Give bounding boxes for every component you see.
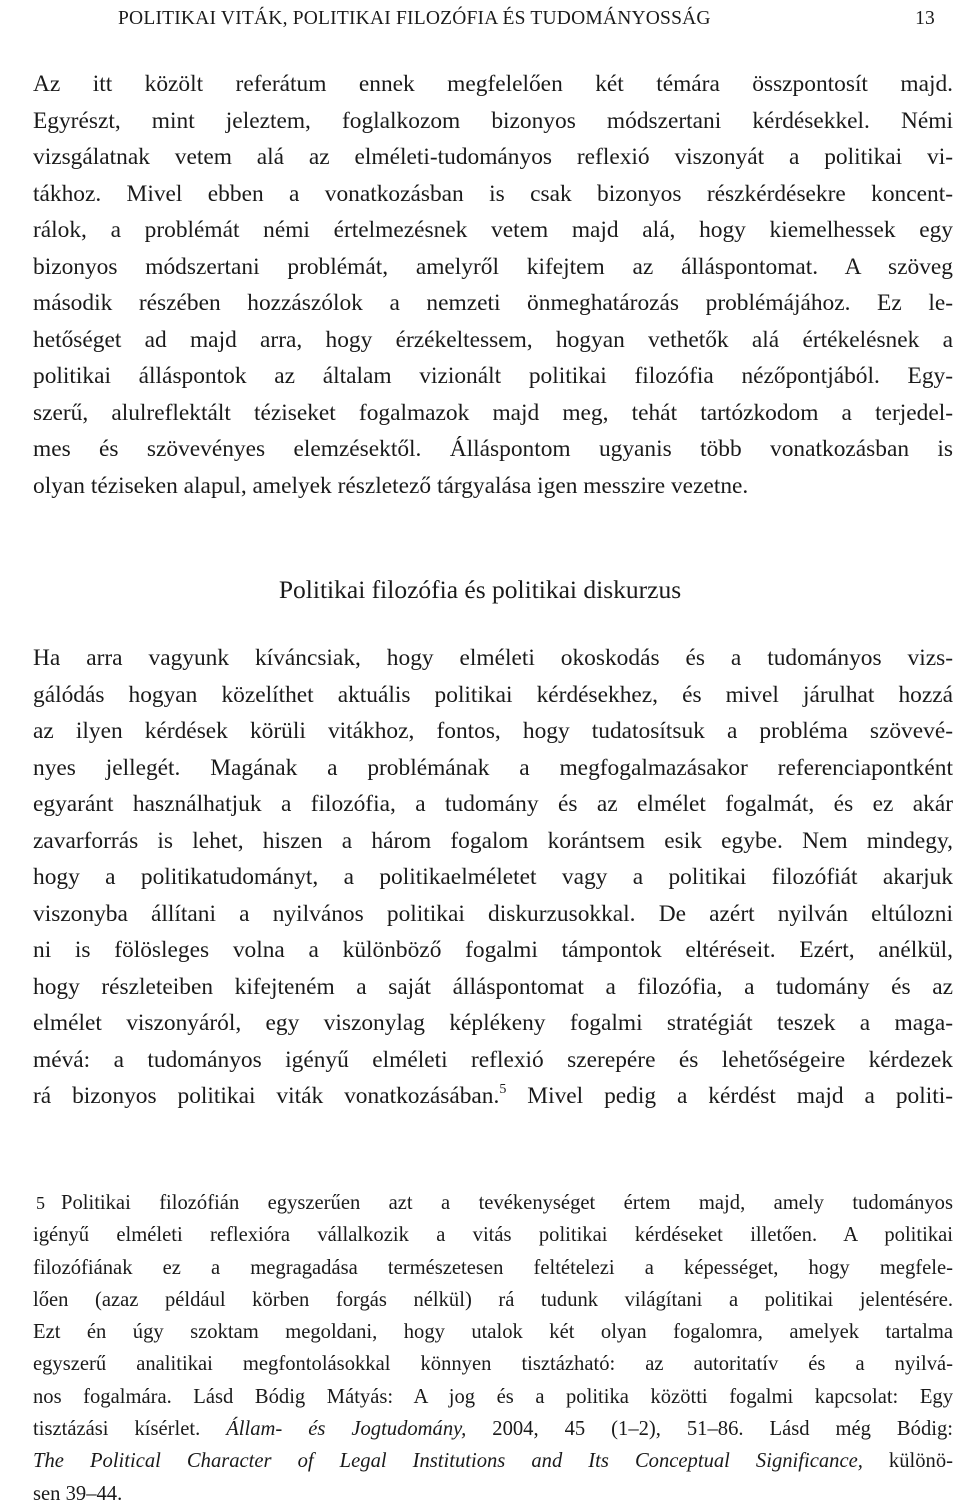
text-line: nyes jellegét. Magának a problémának a megfogalmazásakor referenciapontként: [33, 754, 953, 781]
text-segment: különö-: [862, 1450, 953, 1473]
text-line: tákhoz. Mivel ebben a vonatkozásban is csak bizonyos részkérdésekre koncent-: [33, 180, 953, 207]
text-line: bizonyos módszertani problémát, amelyről kifejtem az álláspontomat. A szöveg: [33, 253, 953, 280]
text-segment: tisztázási kísérlet.: [33, 1418, 227, 1441]
text-line: Ha arra vagyunk kíváncsiak, hogy elméleti okoskodás és a tudományos vizs-: [33, 645, 953, 671]
page-number: 13: [915, 8, 935, 29]
book-title: The Political Character of Legal Institutions and Its Conceptual Significance,: [33, 1450, 863, 1473]
text-line: politikai álláspontok az általam vizionált politikai filozófia nézőpontjából. Egy-: [33, 363, 953, 389]
text-line: mes és szövevényes elemzésektől. Álláspontom ugyanis több vonatkozásban is: [33, 436, 953, 462]
text-line: Az itt közölt referátum ennek megfelelően két témára összpontosít majd.: [33, 71, 953, 97]
text-line: zavarforrás is lehet, hiszen a három fogalom korántsem esik egybe. Nem mindegy,: [33, 827, 953, 854]
text-line: Egyrészt, mint jeleztem, foglalkozom bizonyos módszertani kérdésekkel. Némi: [33, 107, 953, 134]
text-line: hetőséget ad majd arra, hogy érzékeltessem, hogyan vethetők alá értékelésnek a: [33, 326, 953, 353]
footnote-line: nos fogalmára. Lásd Bódig Mátyás: A jog és a politika közötti fogalmi kapcsolat: Egy: [33, 1385, 953, 1408]
text-line: második részében hozzászólok a nemzeti önmeghatározás problémájához. Ez le-: [33, 290, 953, 316]
text-line: olyan téziseken alapul, amelyek részletező tárgyalása igen messzire vezetne.: [33, 472, 749, 499]
text-segment: Mivel pedig a kérdést majd a politi-: [527, 1083, 953, 1109]
text-segment: rá bizonyos politikai viták vonatkozásában.: [33, 1083, 500, 1109]
footnote-line: Politikai filozófián egyszerűen azt a tevékenységet értem majd, amely tudományos: [61, 1192, 953, 1214]
journal-title: Állam- és Jogtudomány,: [226, 1418, 467, 1441]
paragraph-intro: [33, 66, 953, 504]
paragraph-main: [33, 640, 953, 1115]
text-line-with-footnote-ref: [33, 1078, 953, 1115]
text-line: vizsgálatnak vetem alá az elméleti-tudományos reflexió viszonyát a politikai vi-: [33, 144, 953, 170]
footnote-line: [33, 1413, 953, 1445]
text-segment: 2004, 45 (1–2), 51–86. Lásd még Bódig:: [466, 1418, 953, 1441]
footnote-body: [33, 1187, 953, 1510]
section-heading: Politikai filozófia és politikai diskurzus: [278, 575, 682, 604]
footnote-line: sen 39–44.: [33, 1482, 123, 1505]
text-line: hogy a politikatudományt, a politikaelméletet vagy a politikai filozófiát akarjuk: [33, 864, 953, 890]
footnote-reference[interactable]: 5: [499, 1082, 507, 1097]
footnote-line: lően (azaz például körben forgás nélkül) rá tudunk világítani a politikai jelentésére.: [33, 1288, 953, 1311]
running-head-title: POLITIKAI VITÁK, POLITIKAI FILOZÓFIA ÉS TUDOMÁNYOSSÁG: [118, 8, 711, 29]
text-line: ni is fölösleges volna a különböző fogalmi támpontok eltéréseit. Ezért, anélkül,: [33, 937, 953, 963]
footnote-mark: 5: [36, 1193, 45, 1213]
text-line: elmélet viszonyáról, egy viszonylag képlékeny fogalmi stratégiát teszek a maga-: [33, 1010, 953, 1036]
footnote-line: egyszerű analitikai megfontolásokkal könnyen tisztázható: az autoritatív és a nyilvá-: [33, 1353, 953, 1376]
footnote-line: filozófiának ez a megragadása természetesen feltételezi a képességet, hogy megfele-: [33, 1256, 953, 1279]
text-line: az ilyen kérdések körüli vitákhoz, fontos, hogy tudatosítsuk a probléma szövevé-: [33, 718, 953, 744]
text-line: mévá: a tudományos igényű elméleti reflexió szerepére és lehetőségeire kérdezek: [33, 1046, 953, 1073]
footnote-line: Ezt én úgy szoktam megoldani, hogy utalok két olyan fogalomra, amelyek tartalma: [33, 1321, 953, 1344]
footnote-line: [33, 1445, 953, 1477]
text-line: gálódás hogyan közelíthet aktuális politikai kérdésekhez, és mivel járulhat hozzá: [33, 681, 953, 708]
running-head: [40, 4, 935, 34]
footnote-line: igényű elméleti reflexióra vállalkozik a vitás politikai kérdéseket illetően. A politikai: [33, 1224, 953, 1247]
text-line: viszonyba állítani a nyilvános politikai diskurzusokkal. De azért nyilván eltúlozni: [33, 900, 953, 927]
text-line: egyaránt használhatjuk a filozófia, a tudomány és az elmélet fogalmát, és ez akár: [33, 791, 953, 817]
text-line: hogy részleteiben kifejteném a saját álláspontomat a filozófia, a tudomány és az: [33, 973, 953, 1000]
text-line: rálok, a problémát némi értelmezésnek vetem majd alá, hogy kiemelhessek egy: [33, 217, 953, 243]
text-line: szerű, alulreflektált téziseket fogalmazok majd meg, tehát tartózkodom a terjedel-: [33, 399, 953, 426]
